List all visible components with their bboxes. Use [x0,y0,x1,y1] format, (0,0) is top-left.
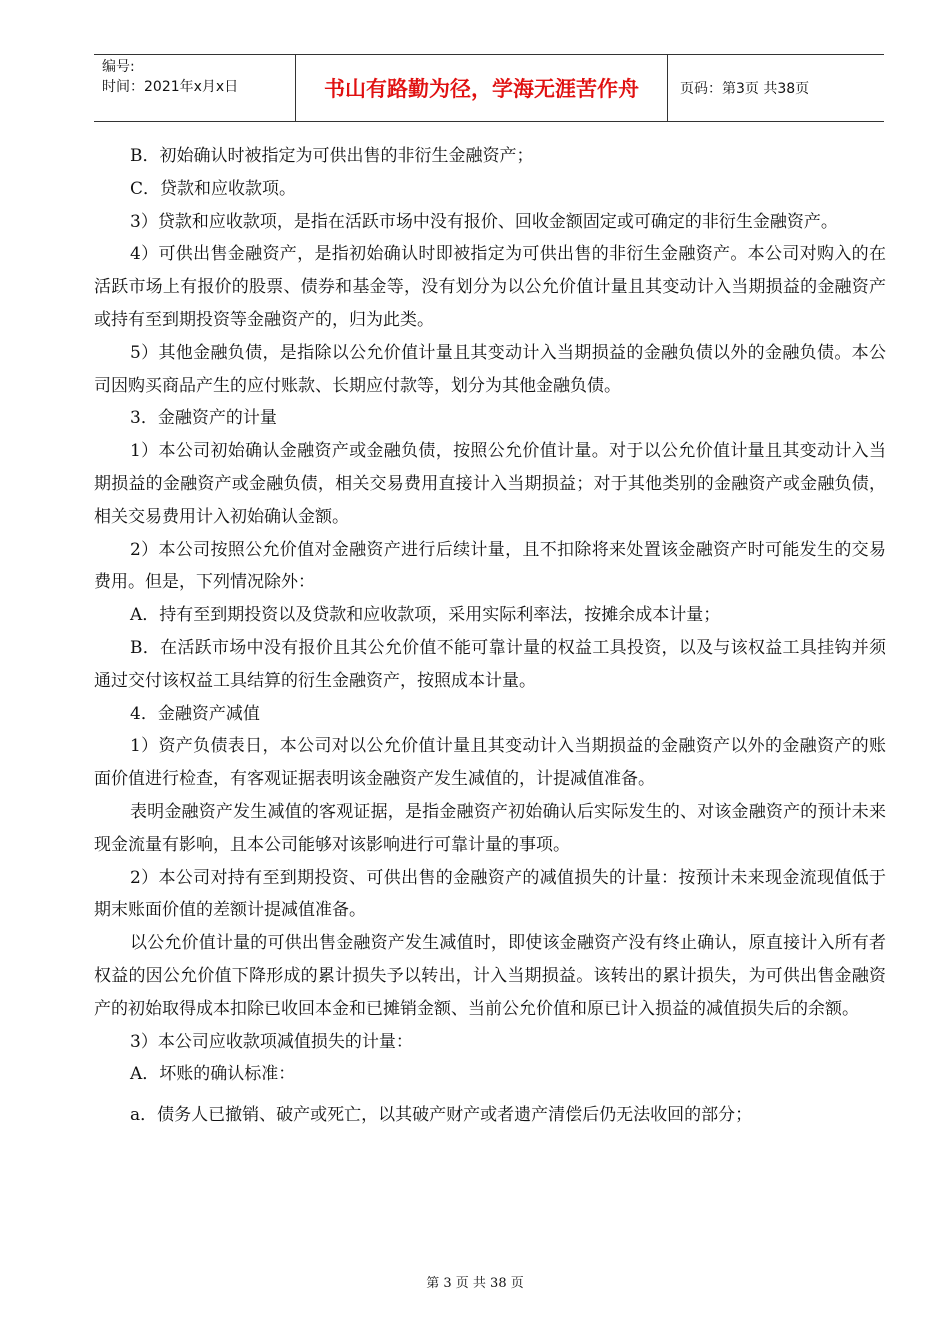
paragraph: 表明金融资产发生减值的客观证据，是指金融资产初始确认后实际发生的、对该金融资产的预计未来现金流量有影响，且本公司能够对该影响进行可靠计量的事项。 [94,801,886,855]
header-page-info: 页码：第3页 共38页 [680,81,810,97]
page-footer: 第 3 页 共 38 页 [426,1276,524,1291]
paragraph: 5）其他金融负债，是指除以公允价值计量且其变动计入当期损益的金融负债以外的金融负债。本公司因购买商品产生的应付账款、长期应付款等，划分为其他金融负债。 [94,342,886,396]
document-number-label: 编号: [102,59,135,75]
paragraph: B．初始确认时被指定为可供出售的非衍生金融资产； [130,146,534,166]
paragraph: 4）可供出售金融资产，是指初始确认时即被指定为可供出售的非衍生金融资产。本公司对购入的在活跃市场上有报价的股票、债券和基金等，没有划分为以公允价值计量且其变动计入当期损益的金融资产或持有至到期投资等金融资产的，归为此类。 [94,244,886,330]
paragraph: 3）贷款和应收款项，是指在活跃市场中没有报价、回收金额固定或可确定的非衍生金融资产。 [130,211,838,232]
document-body [94,140,886,1132]
paragraph: 1）本公司初始确认金融资产或金融负债，按照公允价值计量。对于以公允价值计量且其变动计入当期损益的金融资产或金融负债，相关交易费用直接计入当期损益；对于其他类别的金融资产或金融负债，相关交易费用计入初始确认金额。 [94,441,886,527]
header-meta [94,55,296,121]
section-heading: 4．金融资产减值 [130,703,260,724]
paragraph: A．持有至到期投资以及贷款和应收款项，采用实际利率法，按摊余成本计量； [130,605,721,626]
paragraph: 1）资产负债表日，本公司对以公允价值计量且其变动计入当期损益的金融资产以外的金融资产的账面价值进行检查，有客观证据表明该金融资产发生减值的，计提减值准备。 [94,736,886,790]
document-time: 时间：2021年x月x日 [102,79,239,95]
section-heading: 3．金融资产的计量 [130,408,277,429]
paragraph: A．坏账的确认标准： [130,1064,296,1085]
paragraph: a．债务人已撤销、破产或死亡，以其破产财产或者遗产清偿后仍无法收回的部分； [130,1105,753,1126]
paragraph: 2）本公司对持有至到期投资、可供出售的金融资产的减值损失的计量：按预计未来现金流现值低于期末账面价值的差额计提减值准备。 [94,867,886,921]
paragraph: C．贷款和应收款项。 [130,178,297,199]
paragraph: B．在活跃市场中没有报价且其公允价值不能可靠计量的权益工具投资，以及与该权益工具挂钩并须通过交付该权益工具结算的衍生金融资产，按照成本计量。 [94,637,886,691]
paragraph: 以公允价值计量的可供出售金融资产发生减值时，即使该金融资产没有终止确认，原直接计入所有者权益的因公允价值下降形成的累计损失予以转出，计入当期损益。该转出的累计损失，为可供出售金融资产的初始取得成本扣除已收回本金和已摊销金额、当前公允价值和原已计入损益的减值损失后的余额。 [94,933,886,1019]
page-header [94,54,884,122]
paragraph: 3）本公司应收款项减值损失的计量： [130,1031,413,1052]
paragraph: 2）本公司按照公允价值对金融资产进行后续计量，且不扣除将来处置该金融资产时可能发生的交易费用。但是，下列情况除外： [94,539,886,593]
header-motto: 书山有路勤为径，学海无涯苦作舟 [296,55,668,121]
